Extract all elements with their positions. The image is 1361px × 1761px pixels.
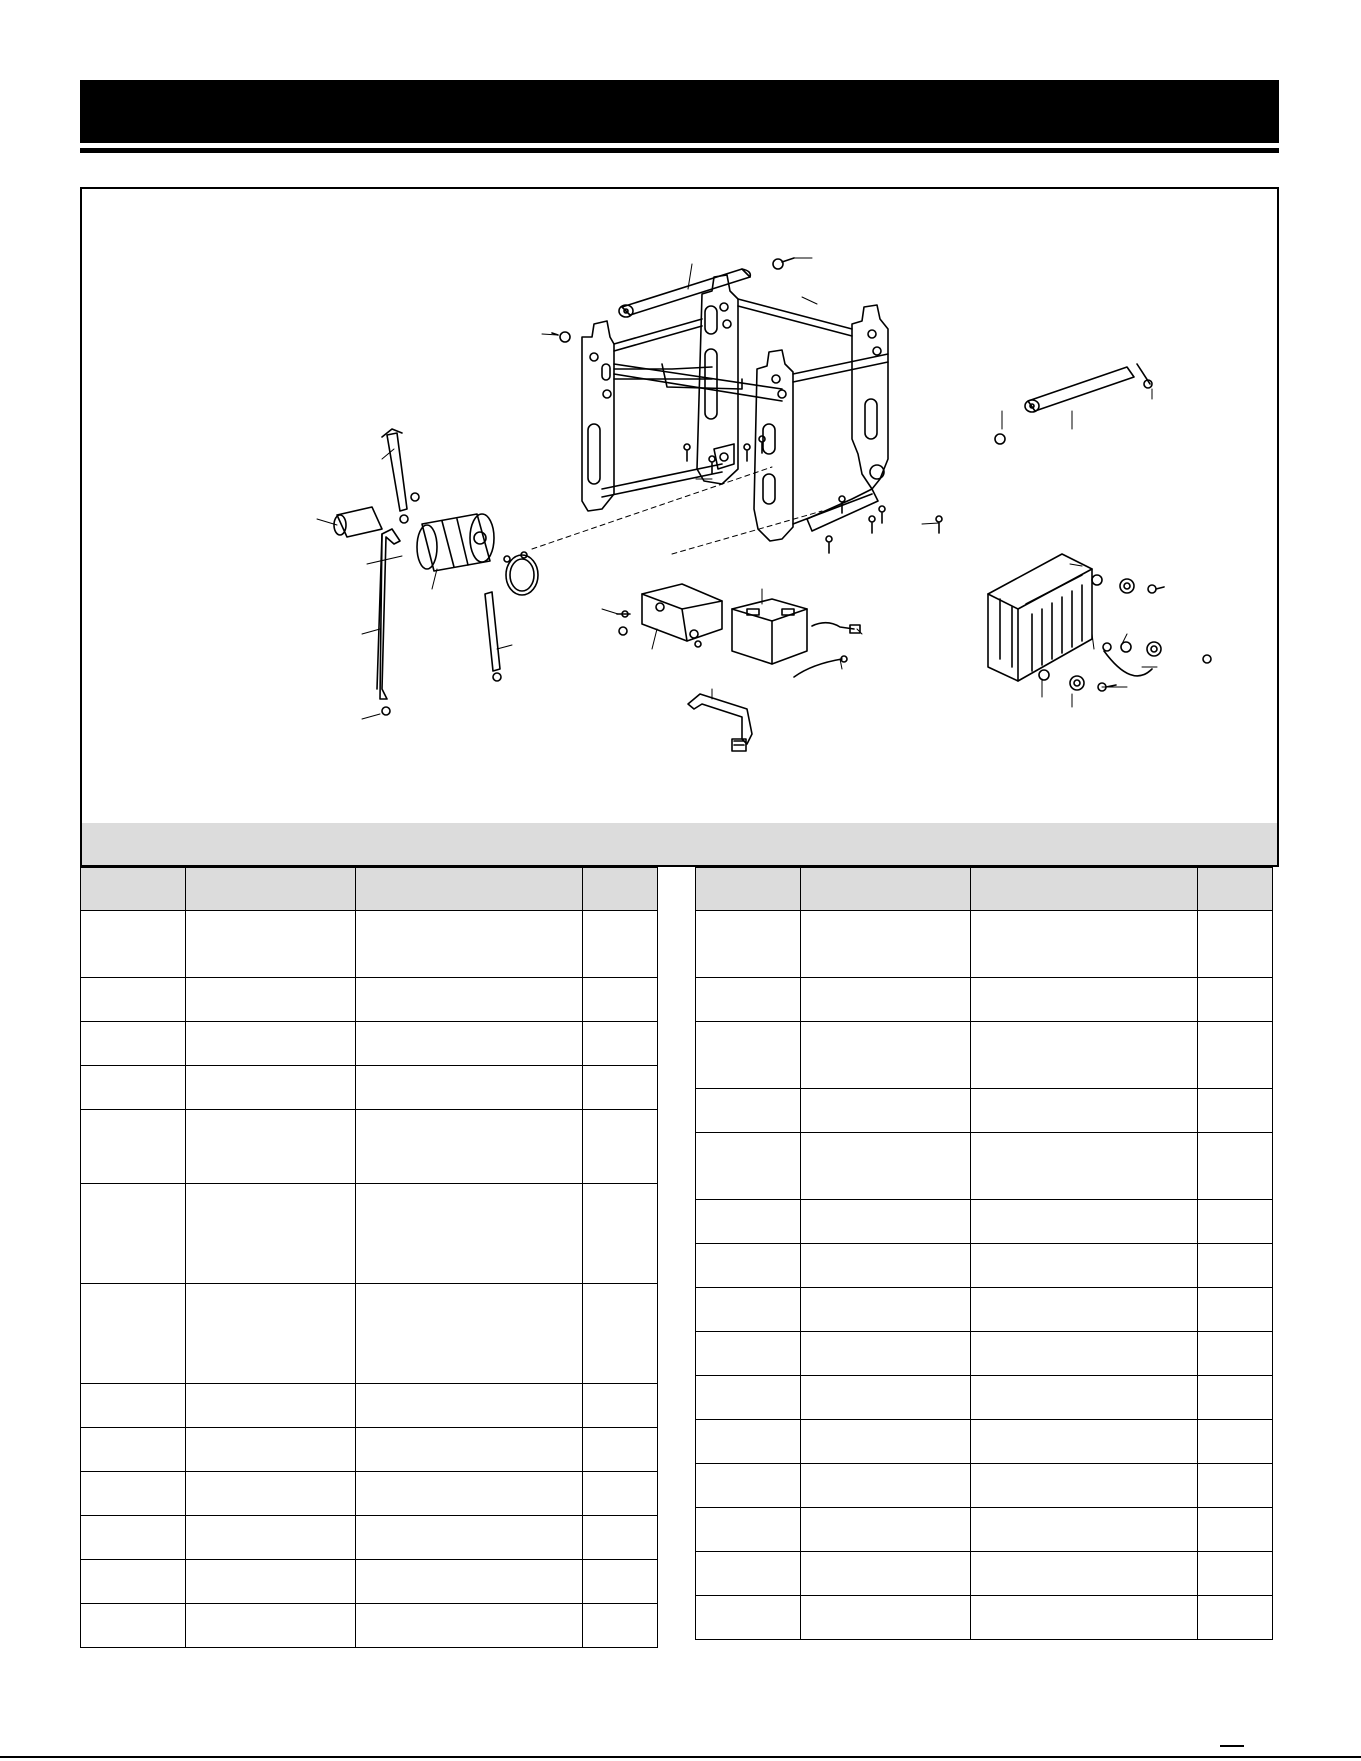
- frame-top-rails: [614, 299, 888, 401]
- column-header-quantity: [583, 868, 658, 911]
- hose-clamp-upper: [411, 493, 419, 501]
- cell-description: [356, 1560, 583, 1604]
- hose-clamp-lower: [382, 707, 390, 715]
- table-header-row: [696, 868, 1273, 911]
- cell-description: [971, 1244, 1198, 1288]
- table-row: [81, 1022, 658, 1066]
- column-header-item: [81, 868, 186, 911]
- parts-table-right: [695, 867, 1273, 1640]
- hose-upper: [382, 429, 408, 523]
- table-row: [696, 1200, 1273, 1244]
- cell-quantity: [583, 1604, 658, 1648]
- parts-table-header-band: [80, 823, 1279, 867]
- bolt-upper-left: [552, 332, 570, 342]
- table-row: [81, 1428, 658, 1472]
- cell-part-number: [186, 1516, 356, 1560]
- table-row: [81, 1284, 658, 1384]
- table-row: [696, 1288, 1273, 1332]
- cell-part-number: [186, 1428, 356, 1472]
- clamp-ring: [504, 552, 538, 595]
- page-title-bar: [80, 80, 1279, 143]
- cell-quantity: [1198, 1133, 1273, 1200]
- cell-description: [356, 978, 583, 1022]
- page-number: [1220, 1745, 1244, 1747]
- cell-part-number: [801, 1376, 971, 1420]
- cell-item: [81, 1472, 186, 1516]
- cell-description: [971, 1596, 1198, 1640]
- cell-item: [81, 1384, 186, 1428]
- cell-part-number: [801, 1420, 971, 1464]
- cell-item: [696, 1552, 801, 1596]
- small-bolts-tray: [617, 611, 630, 635]
- cell-quantity: [583, 1284, 658, 1384]
- cell-quantity: [583, 1066, 658, 1110]
- table-row: [696, 1464, 1273, 1508]
- cell-item: [81, 1560, 186, 1604]
- cell-part-number: [801, 1022, 971, 1089]
- cell-item: [696, 1376, 801, 1420]
- column-header-description: [356, 868, 583, 911]
- cell-quantity: [583, 1516, 658, 1560]
- handle-tube-right: [1025, 367, 1134, 412]
- cell-description: [971, 911, 1198, 978]
- cell-item: [696, 978, 801, 1022]
- cell-part-number: [186, 1022, 356, 1066]
- battery-tray: [642, 584, 722, 647]
- table-row: [696, 1376, 1273, 1420]
- table-row: [696, 1244, 1273, 1288]
- battery-cable-positive: [812, 623, 860, 633]
- cell-description: [971, 1022, 1198, 1089]
- cell-quantity: [583, 1560, 658, 1604]
- cell-quantity: [1198, 1288, 1273, 1332]
- cell-part-number: [801, 1332, 971, 1376]
- cell-item: [81, 1604, 186, 1648]
- cell-quantity: [583, 911, 658, 978]
- battery: [732, 599, 807, 664]
- cell-part-number: [801, 978, 971, 1022]
- table-row: [696, 1332, 1273, 1376]
- table-row: [81, 978, 658, 1022]
- fuel-hose-long: [377, 529, 400, 699]
- cell-quantity: [583, 1184, 658, 1284]
- cell-quantity: [1198, 1552, 1273, 1596]
- cell-item: [81, 1284, 186, 1384]
- cell-quantity: [1198, 1244, 1273, 1288]
- cell-item: [696, 1133, 801, 1200]
- table-row: [696, 1022, 1273, 1089]
- cell-description: [971, 1508, 1198, 1552]
- cell-part-number: [186, 1560, 356, 1604]
- callout-leaders: [317, 258, 1157, 719]
- cell-part-number: [801, 1133, 971, 1200]
- control-module: [988, 554, 1092, 681]
- table-header-row: [81, 868, 658, 911]
- table-row: [696, 1089, 1273, 1133]
- cell-part-number: [801, 1596, 971, 1640]
- cell-item: [81, 1066, 186, 1110]
- table-row: [81, 1604, 658, 1648]
- cell-quantity: [583, 1022, 658, 1066]
- table-row: [81, 1066, 658, 1110]
- table-row: [81, 1384, 658, 1428]
- battery-hold-down-bracket: [688, 694, 752, 751]
- cell-description: [971, 1552, 1198, 1596]
- table-row: [696, 1133, 1273, 1200]
- table-row: [696, 978, 1273, 1022]
- cell-quantity: [1198, 1089, 1273, 1133]
- cell-part-number: [801, 1288, 971, 1332]
- table-row: [81, 1110, 658, 1184]
- frame-left-plate: [582, 321, 712, 511]
- cell-quantity: [1198, 1022, 1273, 1089]
- cell-item: [81, 1428, 186, 1472]
- cell-quantity: [1198, 1376, 1273, 1420]
- column-header-part-number: [801, 868, 971, 911]
- cell-quantity: [583, 1384, 658, 1428]
- cell-item: [81, 911, 186, 978]
- bolt-right-tube: [995, 364, 1152, 444]
- cell-quantity: [1198, 1508, 1273, 1552]
- table-row: [696, 1596, 1273, 1640]
- hose-small-lower: [485, 592, 501, 681]
- cell-description: [356, 1604, 583, 1648]
- cell-part-number: [801, 1552, 971, 1596]
- cell-quantity: [1198, 978, 1273, 1022]
- cell-part-number: [186, 1472, 356, 1516]
- cell-item: [696, 1244, 801, 1288]
- table-row: [81, 1472, 658, 1516]
- cell-part-number: [186, 1384, 356, 1428]
- page-bottom-rule: [0, 1756, 1361, 1758]
- cell-description: [356, 1022, 583, 1066]
- cell-quantity: [1198, 911, 1273, 978]
- cell-item: [81, 1516, 186, 1560]
- table-row: [696, 911, 1273, 978]
- cell-description: [971, 1420, 1198, 1464]
- cell-description: [356, 1110, 583, 1184]
- table-row: [696, 1552, 1273, 1596]
- cell-description: [356, 1472, 583, 1516]
- bolt-top: [773, 258, 794, 269]
- table-row: [81, 1560, 658, 1604]
- cell-description: [971, 1376, 1198, 1420]
- cell-part-number: [186, 1184, 356, 1284]
- cell-item: [696, 1332, 801, 1376]
- column-header-quantity: [1198, 868, 1273, 911]
- alignment-lines: [532, 467, 822, 554]
- parts-table-left: [80, 867, 658, 1648]
- cell-quantity: [583, 978, 658, 1022]
- cell-part-number: [186, 1110, 356, 1184]
- cell-description: [356, 1284, 583, 1384]
- table-row: [696, 1420, 1273, 1464]
- table-row: [81, 911, 658, 978]
- exploded-parts-diagram: [82, 189, 1277, 823]
- table-row: [696, 1508, 1273, 1552]
- cell-quantity: [1198, 1464, 1273, 1508]
- cell-description: [971, 1200, 1198, 1244]
- cell-part-number: [186, 1066, 356, 1110]
- cell-item: [696, 1420, 801, 1464]
- cell-quantity: [1198, 1596, 1273, 1640]
- cell-item: [696, 1508, 801, 1552]
- cell-item: [696, 1288, 801, 1332]
- filter-sleeve: [334, 507, 382, 537]
- cell-part-number: [801, 1200, 971, 1244]
- cell-part-number: [186, 978, 356, 1022]
- cell-description: [356, 1184, 583, 1284]
- exploded-diagram-frame: [80, 187, 1279, 825]
- cell-part-number: [186, 1604, 356, 1648]
- cell-item: [696, 911, 801, 978]
- cell-description: [356, 1384, 583, 1428]
- cell-part-number: [186, 1284, 356, 1384]
- cell-quantity: [583, 1110, 658, 1184]
- cell-quantity: [583, 1472, 658, 1516]
- cell-item: [81, 1184, 186, 1284]
- cell-item: [696, 1022, 801, 1089]
- cell-quantity: [1198, 1420, 1273, 1464]
- cell-description: [971, 1464, 1198, 1508]
- module-hardware: [1039, 575, 1211, 691]
- cell-part-number: [186, 911, 356, 978]
- cell-item: [81, 1110, 186, 1184]
- cell-description: [356, 911, 583, 978]
- column-header-description: [971, 868, 1198, 911]
- cell-item: [81, 978, 186, 1022]
- handle-tube-top: [619, 269, 750, 317]
- battery-cable-negative: [794, 656, 847, 677]
- frame-right-front-plate: [754, 350, 793, 541]
- column-header-part-number: [186, 868, 356, 911]
- cell-description: [971, 1332, 1198, 1376]
- cell-description: [971, 1288, 1198, 1332]
- cell-description: [356, 1428, 583, 1472]
- cell-description: [356, 1516, 583, 1560]
- cell-item: [696, 1089, 801, 1133]
- cell-quantity: [1198, 1332, 1273, 1376]
- cell-part-number: [801, 1089, 971, 1133]
- cell-description: [971, 1089, 1198, 1133]
- title-underline: [80, 148, 1279, 153]
- canister-filter: [417, 514, 494, 571]
- table-row: [81, 1516, 658, 1560]
- cell-part-number: [801, 1244, 971, 1288]
- cell-quantity: [1198, 1200, 1273, 1244]
- cell-part-number: [801, 911, 971, 978]
- cell-description: [356, 1066, 583, 1110]
- cell-quantity: [583, 1428, 658, 1472]
- table-row: [81, 1184, 658, 1284]
- frame-bottom-rails: [602, 464, 878, 531]
- column-header-item: [696, 868, 801, 911]
- cell-description: [971, 978, 1198, 1022]
- cell-item: [81, 1022, 186, 1066]
- cell-item: [696, 1596, 801, 1640]
- cell-description: [971, 1133, 1198, 1200]
- cell-item: [696, 1200, 801, 1244]
- cell-part-number: [801, 1464, 971, 1508]
- frame-right-rear-plate: [852, 305, 888, 489]
- cell-item: [696, 1464, 801, 1508]
- cell-part-number: [801, 1508, 971, 1552]
